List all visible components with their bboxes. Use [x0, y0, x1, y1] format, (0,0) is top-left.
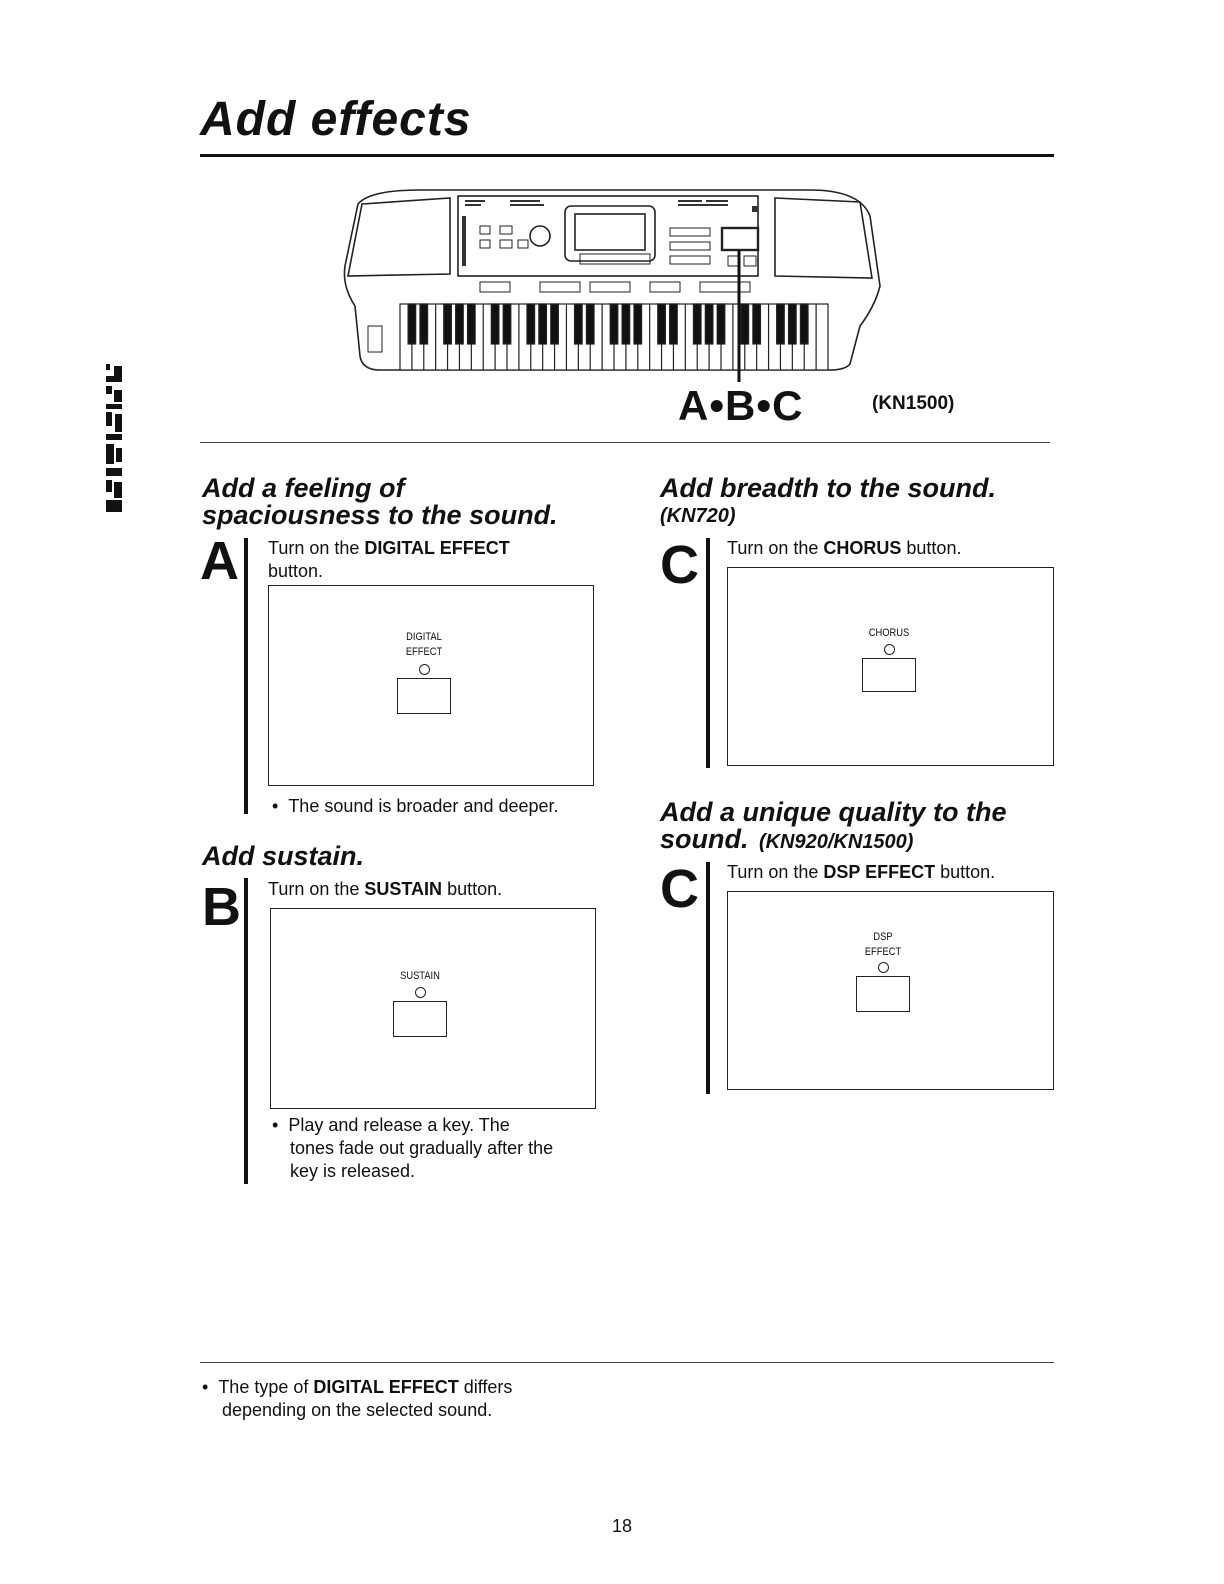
diagram-label-abc: A•B•C: [678, 382, 804, 429]
digital-effect-button[interactable]: [397, 678, 451, 714]
step-b-letter: B: [202, 877, 241, 937]
digital-effect-led: [419, 664, 430, 675]
step-a-letter: A: [200, 531, 239, 591]
step-c1-bar: [706, 538, 710, 768]
step-c1-instruction: Turn on the CHORUS button.: [727, 538, 962, 558]
chapter-tab-marker: [104, 364, 124, 514]
sustain-panel: [270, 908, 596, 1109]
sustain-button[interactable]: [393, 1001, 447, 1037]
digital-effect-panel: [268, 585, 594, 786]
sustain-label: SUSTAIN: [400, 970, 440, 982]
section-c2-heading-line2: sound. (KN920/KN1500): [660, 824, 914, 854]
chorus-button[interactable]: [862, 658, 916, 692]
section-c2-heading-line1: Add a unique quality to the: [660, 797, 1007, 827]
section-b-heading: Add sustain.: [202, 841, 365, 871]
step-b-bar: [244, 878, 248, 1184]
keyboard-diagram: [340, 186, 885, 386]
dsp-effect-button[interactable]: [856, 976, 910, 1012]
step-c2-bar: [706, 862, 710, 1094]
page-title: Add effects: [200, 93, 472, 146]
digital-effect-label: DIGITAL EFFECT: [405, 631, 443, 658]
title-rule: [200, 154, 1054, 157]
section-a-heading-line2: spaciousness to the sound.: [202, 500, 558, 530]
chorus-panel: [727, 567, 1054, 766]
step-c2-instruction: Turn on the DSP EFFECT button.: [727, 862, 996, 882]
chorus-label: CHORUS: [868, 627, 910, 639]
sustain-led: [415, 987, 426, 998]
step-a-bar: [244, 538, 248, 814]
step-b-note: • Play and release a key. The tones fade out gradually after the key is released.: [272, 1115, 554, 1181]
section-a-heading-line1: Add a feeling of: [202, 473, 405, 503]
diagram-model-label: (KN1500): [872, 393, 955, 414]
page-number: 18: [612, 1516, 633, 1536]
diagram-rule: [200, 442, 1050, 443]
footnote: • The type of DIGITAL EFFECT differs depending on the selected sound.: [202, 1377, 513, 1420]
step-c1-letter: C: [660, 535, 699, 595]
step-c2-letter: C: [660, 859, 699, 919]
footnote-rule: [200, 1362, 1054, 1363]
step-a-instruction: Turn on the DIGITAL EFFECT button.: [268, 538, 510, 581]
section-c1-heading: Add breadth to the sound.: [660, 473, 996, 503]
step-a-note: • The sound is broader and deeper.: [272, 796, 559, 816]
dsp-effect-led: [878, 962, 889, 973]
dsp-effect-label: DSP EFFECT: [864, 931, 902, 958]
chorus-led: [884, 644, 895, 655]
step-b-instruction: Turn on the SUSTAIN button.: [268, 879, 503, 899]
section-c1-model: (KN720): [660, 505, 736, 527]
dsp-effect-panel: [727, 891, 1054, 1090]
